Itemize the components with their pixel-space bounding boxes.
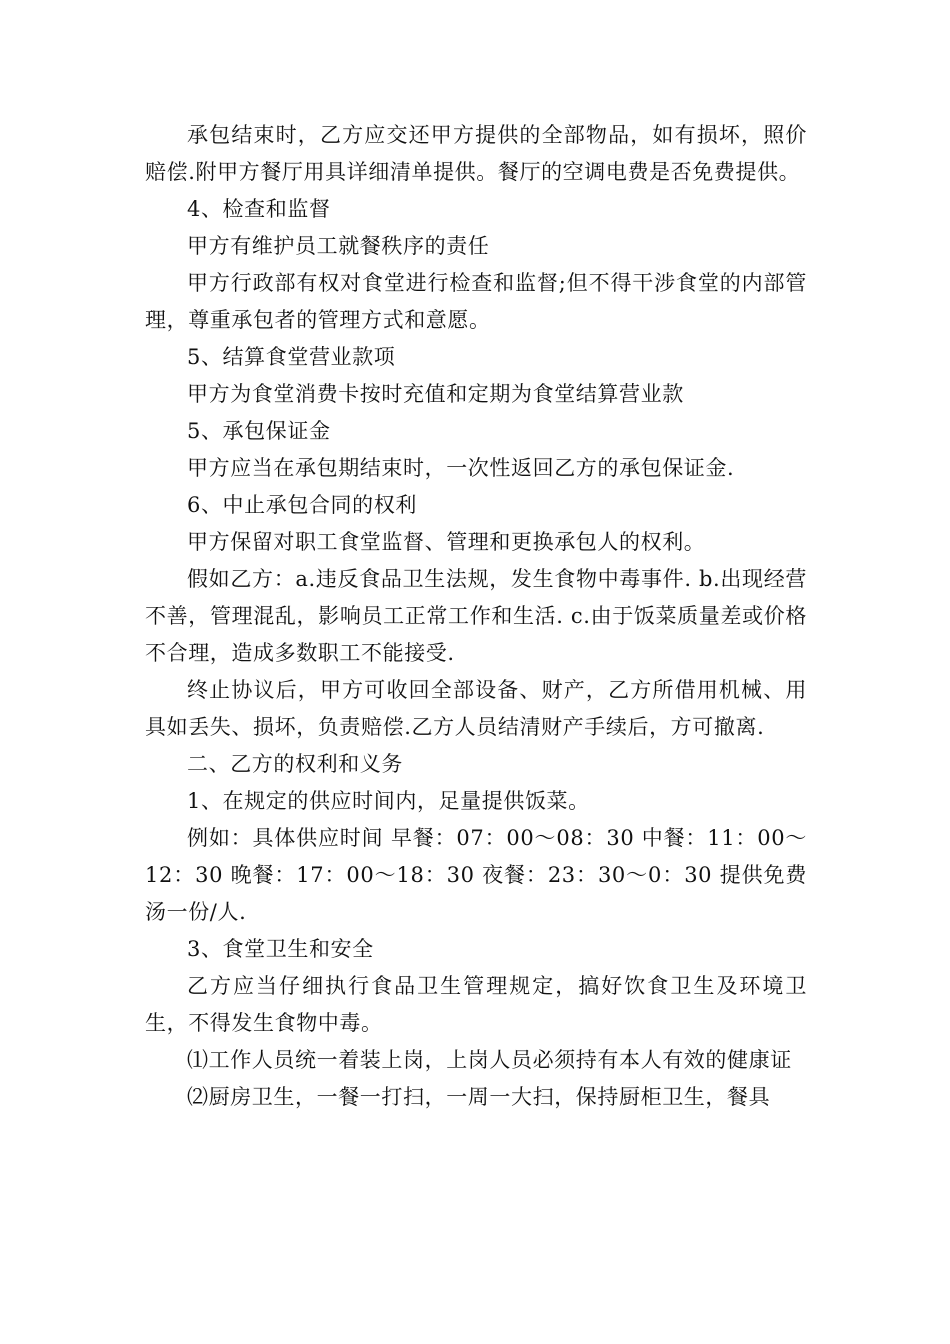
paragraph-settlement: 甲方为食堂消费卡按时充值和定期为食堂结算营业款 (187, 382, 684, 406)
paragraph-schedule-example: 例如：具体供应时间 早餐：07：00～08：30 中餐：11：00～12：30 晚餐：17：00～18：30 夜餐：23：30～0：30 提供免费汤一份/人. (145, 826, 807, 924)
paragraph-dining-order: 甲方有维护员工就餐秩序的责任 (187, 234, 490, 258)
paragraph-hygiene-rules: 乙方应当仔细执行食品卫生管理规定，搞好饮食卫生及环境卫生，不得发生食物中毒。 (145, 974, 807, 1035)
paragraph-reserve-rights: 甲方保留对职工食堂监督、管理和更换承包人的权利。 (187, 530, 706, 554)
paragraph-staff-uniform: ⑴工作人员统一着装上岗，上岗人员必须持有本人有效的健康证 (187, 1048, 792, 1072)
heading-hygiene-safety: 3、食堂卫生和安全 (187, 937, 374, 961)
heading-settlement: 5、结算食堂营业款项 (187, 345, 396, 369)
heading-inspection: 4、检查和监督 (187, 197, 331, 221)
heading-party-b-rights: 二、乙方的权利和义务 (187, 752, 403, 776)
heading-termination-rights: 6、中止承包合同的权利 (187, 493, 417, 517)
paragraph-kitchen-cleaning: ⑵厨房卫生，一餐一打扫，一周一大扫，保持厨柜卫生，餐具 (187, 1085, 771, 1109)
paragraph-deposit: 甲方应当在承包期结束时，一次性返回乙方的承包保证金. (187, 456, 735, 480)
paragraph-after-termination: 终止协议后，甲方可收回全部设备、财产，乙方所借用机械、用具如丢失、损坏，负责赔偿.乙方人员结清财产手续后，方可撤离. (145, 678, 807, 739)
document-page (145, 117, 807, 1116)
paragraph-admin-rights: 甲方行政部有权对食堂进行检查和监督;但不得干涉食堂的内部管理，尊重承包者的管理方式和意愿。 (145, 271, 807, 332)
heading-deposit: 5、承包保证金 (187, 419, 331, 443)
paragraph-supply-time: 1、在规定的供应时间内，足量提供饭菜。 (187, 789, 590, 813)
paragraph-return-items: 承包结束时，乙方应交还甲方提供的全部物品，如有损坏，照价赔偿.附甲方餐厅用具详细清单提供。餐厅的空调电费是否免费提供。 (145, 123, 807, 184)
paragraph-violations: 假如乙方：a.违反食品卫生法规，发生食物中毒事件. b.出现经营不善，管理混乱，影响员工正常工作和生活. c.由于饭菜质量差或价格不合理，造成多数职工不能接受. (145, 567, 807, 665)
